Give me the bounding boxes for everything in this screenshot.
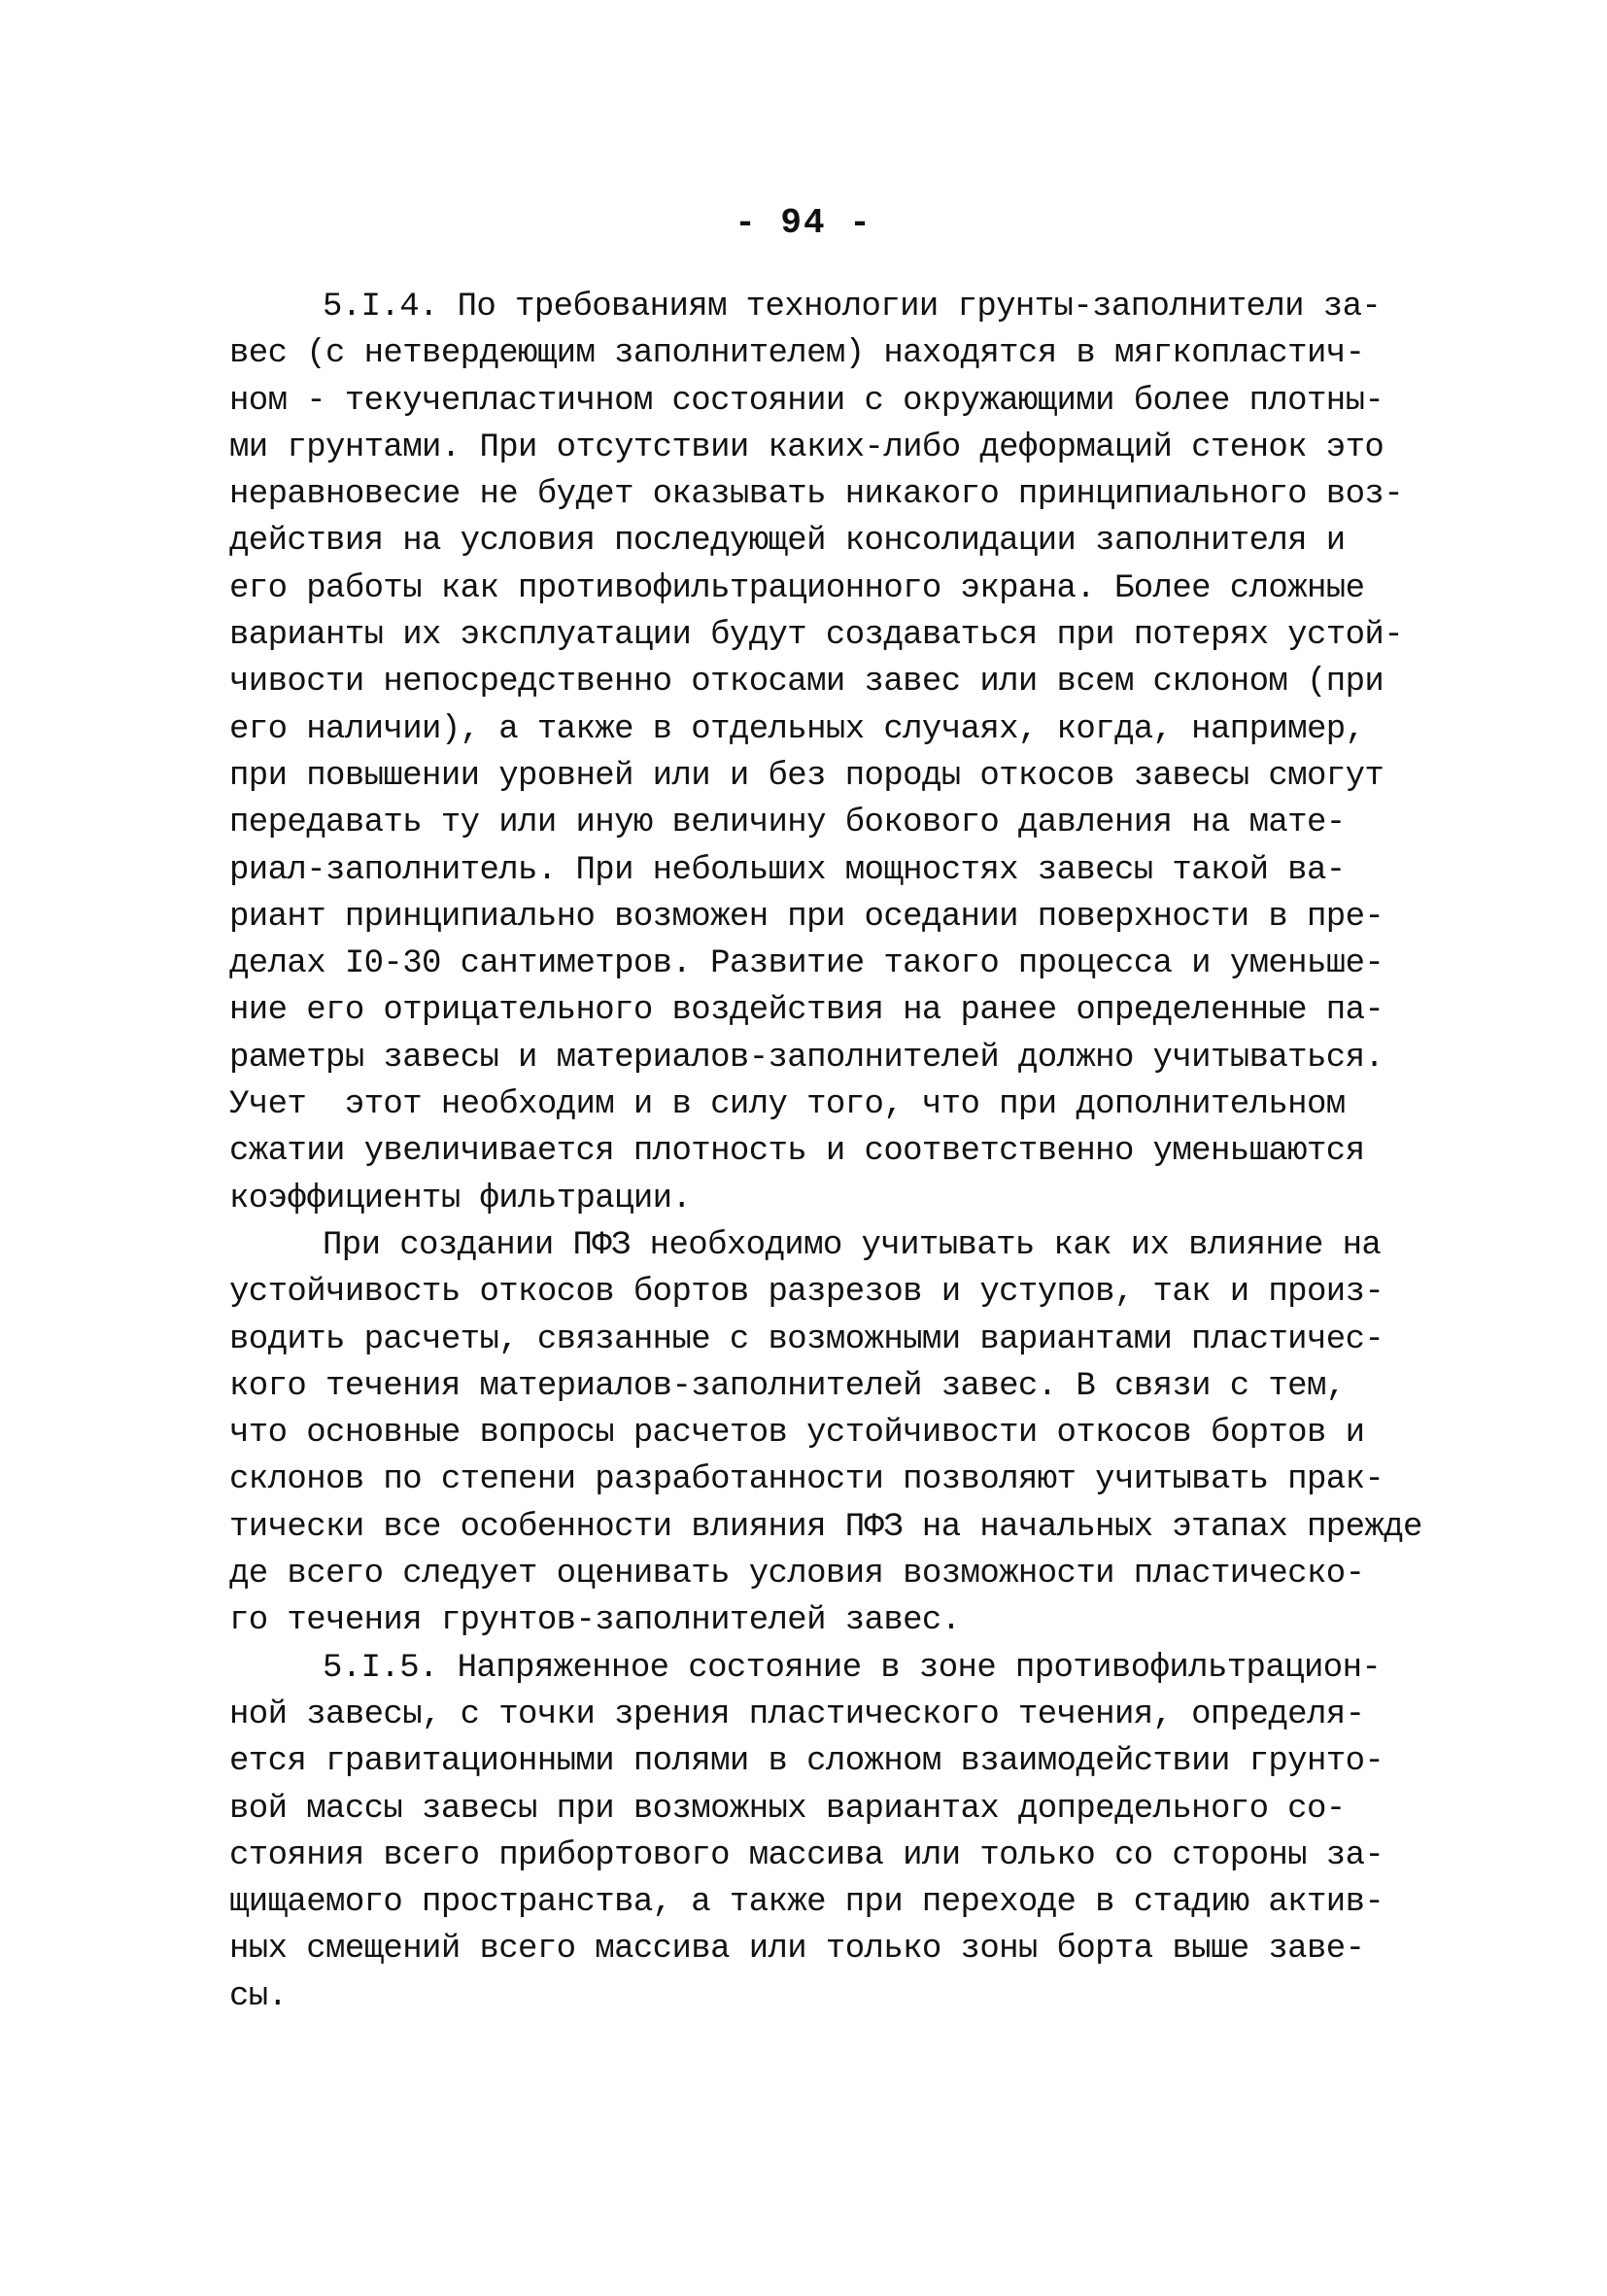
text-line: вой массы завесы при возможных вариантах допредельного со-	[229, 1790, 1346, 1828]
text-line: коэффициенты фильтрации.	[229, 1180, 692, 1217]
text-line: вес (с нетвердеющим заполнителем) находятся в мягкопластич-	[229, 335, 1365, 373]
text-line: го течения грунтов-заполнителей завес.	[229, 1602, 961, 1640]
text-line: ном - текучепластичном состоянии с окружающими более плотны-	[229, 382, 1385, 420]
page-number: - 94 -	[735, 203, 872, 243]
text-line: делах I0-30 сантиметров. Развитие такого процесса и уменьше-	[229, 945, 1385, 983]
text-line: склонов по степени разработанности позволяют учитывать прак-	[229, 1461, 1385, 1499]
text-line: что основные вопросы расчетов устойчивости откосов бортов и	[229, 1415, 1365, 1453]
text-line: 5.I.4. По требованиям технологии грунты-заполнители за-	[323, 289, 1382, 326]
text-line: водить расчеты, связанные с возможными вариантами пластичес-	[229, 1320, 1385, 1358]
text-line: ми грунтами. При отсутствии каких-либо деформаций стенок это	[229, 428, 1385, 466]
text-line: ется гравитационными полями в сложном взаимодействии грунто-	[229, 1743, 1385, 1781]
text-line: действия на условия последующей консолидации заполнителя и	[229, 523, 1346, 561]
text-line: его работы как противофильтрационного экрана. Более сложные	[229, 569, 1365, 607]
text-line: раметры завесы и материалов-заполнителей должно учитываться.	[229, 1039, 1385, 1077]
text-line: кого течения материалов-заполнителей завес. В связи с тем,	[229, 1367, 1346, 1405]
text-line: де всего следует оценивать условия возможности пластическо-	[229, 1556, 1365, 1593]
text-line: щищаемого пространства, а также при переходе в стадию актив-	[229, 1884, 1385, 1922]
text-line: стояния всего прибортового массива или только со стороны за-	[229, 1836, 1385, 1874]
text-line: 5.I.5. Напряженное состояние в зоне противофильтрацион-	[323, 1649, 1382, 1687]
text-line: При создании ПФЗ необходимо учитывать как их влияние на	[323, 1226, 1382, 1264]
text-line: ных смещений всего массива или только зоны борта выше заве-	[229, 1931, 1365, 1969]
text-line: сжатии увеличивается плотность и соответственно уменьшаются	[229, 1133, 1365, 1171]
text-line: риал-заполнитель. При небольших мощностях завесы такой ва-	[229, 851, 1346, 889]
text-line: ной завесы, с точки зрения пластического течения, определя-	[229, 1696, 1365, 1733]
text-line: устойчивость откосов бортов разрезов и уступов, так и произ-	[229, 1274, 1385, 1312]
text-line: неравновесие не будет оказывать никакого принципиального воз-	[229, 476, 1404, 514]
text-line: Учет этот необходим и в силу того, что при дополнительном	[229, 1086, 1346, 1124]
text-line: варианты их эксплуатации будут создаваться при потерях устой-	[229, 617, 1404, 655]
text-line: передавать ту или иную величину бокового давления на мате-	[229, 805, 1346, 842]
text-line: при повышении уровней или и без породы откосов завесы смогут	[229, 757, 1385, 795]
text-line: его наличии), а также в отдельных случаях, когда, например,	[229, 710, 1365, 748]
body-text	[229, 284, 1422, 2020]
text-line: риант принципиально возможен при оседании поверхности в пре-	[229, 898, 1385, 936]
text-line: тически все особенности влияния ПФЗ на начальных этапах прежде	[229, 1508, 1422, 1546]
text-line: сы.	[229, 1977, 288, 2015]
text-line: чивости непосредственно откосами завес или всем склоном (при	[229, 664, 1385, 702]
text-line: ние его отрицательного воздействия на ранее определенные па-	[229, 992, 1385, 1030]
